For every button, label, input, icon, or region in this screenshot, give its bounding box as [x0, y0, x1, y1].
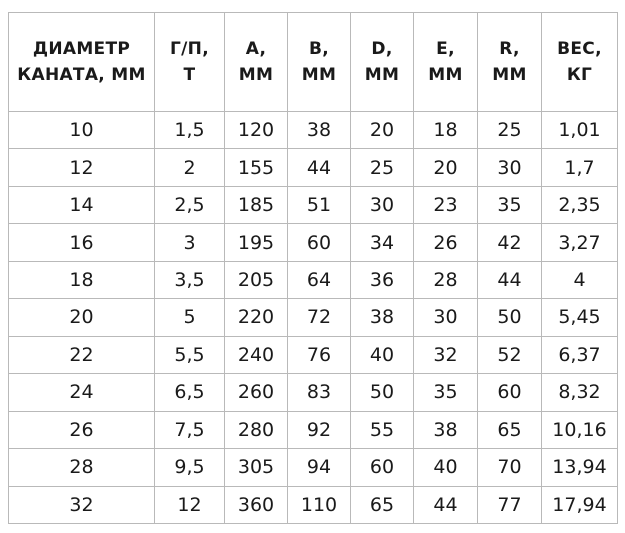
table-cell-weight: 4 — [542, 261, 618, 298]
table-cell-b: 76 — [288, 336, 351, 373]
table-cell-a: 195 — [225, 224, 288, 261]
header-line: Г/П, — [170, 39, 209, 59]
table-cell-e: 23 — [414, 186, 478, 223]
header-cell-load-capacity — [155, 13, 225, 112]
table-cell-a: 205 — [225, 261, 288, 298]
header-cell-b — [288, 13, 351, 112]
header-cell-weight — [542, 13, 618, 112]
table-cell-rope-diameter: 14 — [9, 186, 155, 223]
table-cell-a: 185 — [225, 186, 288, 223]
table-cell-r: 60 — [478, 374, 542, 411]
table-cell-d: 50 — [351, 374, 414, 411]
table-cell-weight: 17,94 — [542, 486, 618, 523]
table-cell-b: 92 — [288, 411, 351, 448]
table-cell-weight: 10,16 — [542, 411, 618, 448]
table-cell-rope-diameter: 10 — [9, 112, 155, 149]
table-row — [9, 261, 618, 298]
table-cell-a: 155 — [225, 149, 288, 186]
table-cell-e: 40 — [414, 449, 478, 486]
table-cell-a: 305 — [225, 449, 288, 486]
table-cell-d: 65 — [351, 486, 414, 523]
table-cell-d: 40 — [351, 336, 414, 373]
header-cell-e — [414, 13, 478, 112]
table-cell-r: 44 — [478, 261, 542, 298]
header-line: ММ — [428, 65, 463, 85]
specification-table — [8, 12, 618, 524]
table-cell-b: 72 — [288, 299, 351, 336]
table-cell-b: 60 — [288, 224, 351, 261]
table-cell-a: 120 — [225, 112, 288, 149]
table-cell-load-capacity: 7,5 — [155, 411, 225, 448]
table-cell-b: 44 — [288, 149, 351, 186]
header-line: R, — [499, 39, 520, 59]
table-cell-r: 30 — [478, 149, 542, 186]
table-cell-r: 52 — [478, 336, 542, 373]
table-row — [9, 112, 618, 149]
table-row — [9, 186, 618, 223]
table-cell-load-capacity: 9,5 — [155, 449, 225, 486]
table-cell-r: 77 — [478, 486, 542, 523]
header-cell-a — [225, 13, 288, 112]
table-cell-weight: 8,32 — [542, 374, 618, 411]
table-cell-rope-diameter: 18 — [9, 261, 155, 298]
table-body — [9, 112, 618, 524]
table-cell-b: 64 — [288, 261, 351, 298]
header-cell-rope-diameter — [9, 13, 155, 112]
table-cell-d: 34 — [351, 224, 414, 261]
table-cell-d: 30 — [351, 186, 414, 223]
table-cell-load-capacity: 5 — [155, 299, 225, 336]
table-cell-rope-diameter: 28 — [9, 449, 155, 486]
table-cell-d: 20 — [351, 112, 414, 149]
table-cell-weight: 3,27 — [542, 224, 618, 261]
header-line: КАНАТА, ММ — [17, 65, 146, 85]
table-cell-a: 280 — [225, 411, 288, 448]
table-cell-weight: 5,45 — [542, 299, 618, 336]
header-line: ДИАМЕТР — [32, 39, 131, 59]
table-cell-e: 38 — [414, 411, 478, 448]
table-cell-e: 35 — [414, 374, 478, 411]
table-cell-weight: 1,01 — [542, 112, 618, 149]
table-cell-r: 25 — [478, 112, 542, 149]
table-cell-weight: 1,7 — [542, 149, 618, 186]
table-row — [9, 449, 618, 486]
table-cell-load-capacity: 5,5 — [155, 336, 225, 373]
table-cell-b: 83 — [288, 374, 351, 411]
table-cell-b: 38 — [288, 112, 351, 149]
header-line: ММ — [492, 65, 527, 85]
table-cell-r: 65 — [478, 411, 542, 448]
table-cell-rope-diameter: 20 — [9, 299, 155, 336]
header-line: A, — [245, 39, 267, 59]
table-cell-rope-diameter: 16 — [9, 224, 155, 261]
table-row — [9, 224, 618, 261]
table-cell-d: 36 — [351, 261, 414, 298]
table-cell-r: 50 — [478, 299, 542, 336]
table-cell-e: 44 — [414, 486, 478, 523]
table-cell-load-capacity: 3,5 — [155, 261, 225, 298]
table-cell-weight: 2,35 — [542, 186, 618, 223]
table-row — [9, 374, 618, 411]
table-cell-e: 18 — [414, 112, 478, 149]
table-cell-r: 42 — [478, 224, 542, 261]
header-line: ММ — [364, 65, 400, 85]
table-cell-a: 260 — [225, 374, 288, 411]
table-cell-a: 360 — [225, 486, 288, 523]
table-cell-r: 70 — [478, 449, 542, 486]
table-cell-load-capacity: 2,5 — [155, 186, 225, 223]
header-cell-r — [478, 13, 542, 112]
table-cell-rope-diameter: 12 — [9, 149, 155, 186]
header-line: ММ — [238, 65, 274, 85]
header-line: B, — [308, 39, 329, 59]
table-row — [9, 149, 618, 186]
table-cell-rope-diameter: 22 — [9, 336, 155, 373]
header-line: КГ — [566, 65, 593, 85]
table-cell-load-capacity: 2 — [155, 149, 225, 186]
table-cell-e: 32 — [414, 336, 478, 373]
table-cell-weight: 6,37 — [542, 336, 618, 373]
table-cell-rope-diameter: 24 — [9, 374, 155, 411]
header-cell-d — [351, 13, 414, 112]
table-cell-b: 110 — [288, 486, 351, 523]
table-cell-e: 20 — [414, 149, 478, 186]
table-cell-d: 55 — [351, 411, 414, 448]
table-header — [9, 13, 618, 112]
table-cell-r: 35 — [478, 186, 542, 223]
table-cell-e: 28 — [414, 261, 478, 298]
table-cell-d: 60 — [351, 449, 414, 486]
table-cell-b: 94 — [288, 449, 351, 486]
table-cell-e: 26 — [414, 224, 478, 261]
table-cell-load-capacity: 3 — [155, 224, 225, 261]
table-cell-rope-diameter: 26 — [9, 411, 155, 448]
table-cell-d: 38 — [351, 299, 414, 336]
table-cell-load-capacity: 12 — [155, 486, 225, 523]
table-cell-b: 51 — [288, 186, 351, 223]
table-row — [9, 411, 618, 448]
table-row — [9, 336, 618, 373]
header-row — [9, 13, 618, 112]
table-cell-rope-diameter: 32 — [9, 486, 155, 523]
header-line: Т — [183, 65, 196, 85]
header-line: ММ — [301, 65, 337, 85]
table-cell-a: 240 — [225, 336, 288, 373]
table-cell-d: 25 — [351, 149, 414, 186]
header-line: ВЕС, — [557, 39, 602, 59]
header-line: E, — [436, 39, 455, 59]
table-row — [9, 299, 618, 336]
table-cell-e: 30 — [414, 299, 478, 336]
table-row — [9, 486, 618, 523]
table-cell-a: 220 — [225, 299, 288, 336]
table-cell-weight: 13,94 — [542, 449, 618, 486]
table-cell-load-capacity: 6,5 — [155, 374, 225, 411]
table-cell-load-capacity: 1,5 — [155, 112, 225, 149]
header-line: D, — [371, 39, 393, 59]
